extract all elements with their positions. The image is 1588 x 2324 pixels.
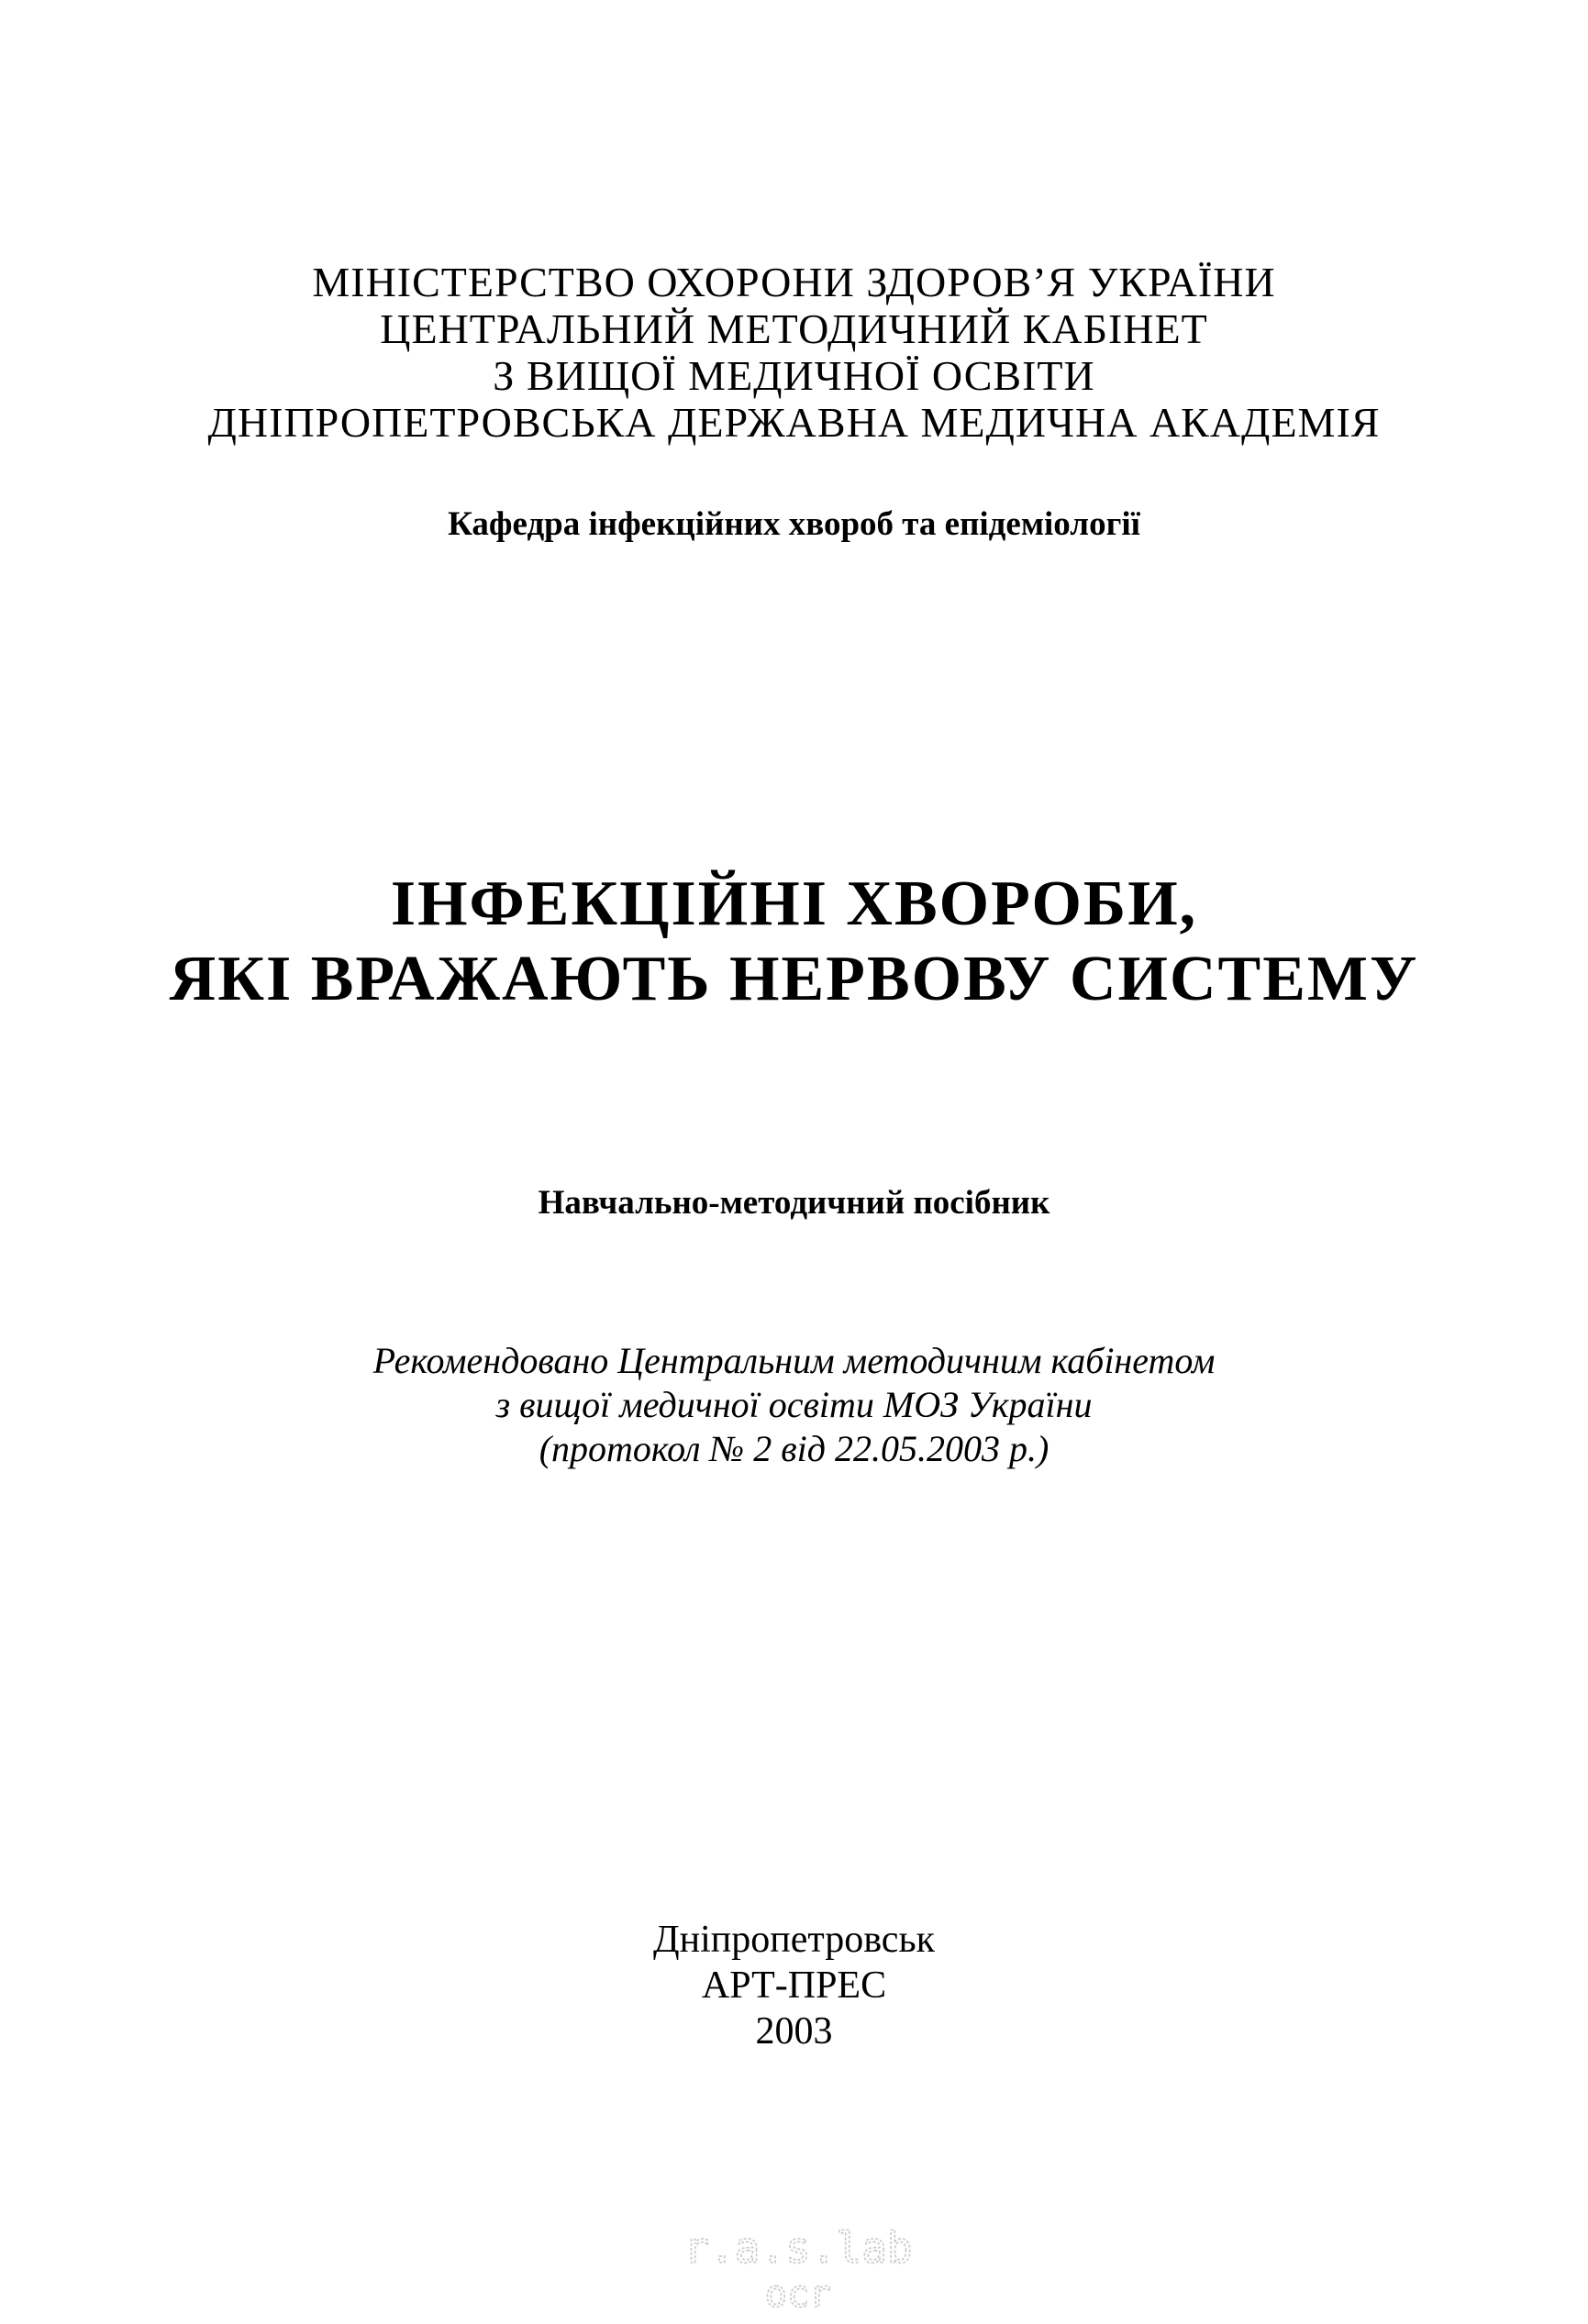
recommendation-note — [0, 1339, 1588, 1471]
book-title — [0, 867, 1588, 1017]
institutions-header — [0, 259, 1588, 446]
book-title-line-1: ІНФЕКЦІЙНІ ХВОРОБИ, — [390, 869, 1198, 939]
recommendation-line-3: (протокол № 2 від 22.05.2003 р.) — [539, 1428, 1049, 1469]
recommendation-line-2: з вищої медичної освіти МОЗ України — [495, 1384, 1093, 1425]
book-subtitle: Навчально-методичний посібник — [538, 1184, 1050, 1222]
higher-education-line: З ВИЩОЇ МЕДИЧНОЇ ОСВІТИ — [493, 352, 1095, 399]
recommendation-line-1: Рекомендовано Центральним методичним кабінетом — [372, 1340, 1216, 1381]
watermark-top-text: r.a.s.lab — [683, 2223, 913, 2273]
department-name: Кафедра інфекційних хвороб та епідеміології — [448, 505, 1140, 543]
imprint — [0, 1917, 1588, 2054]
imprint-year: 2003 — [755, 2010, 833, 2053]
imprint-publisher: АРТ-ПРЕС — [701, 1964, 887, 2007]
imprint-city: Дніпропетровськ — [652, 1919, 936, 1961]
watermark-bottom-text: ocr — [764, 2274, 832, 2316]
ministry-line: МІНІСТЕРСТВО ОХОРОНИ ЗДОРОВ’Я УКРАЇНИ — [312, 259, 1276, 305]
central-cabinet-line: ЦЕНТРАЛЬНИЙ МЕТОДИЧНИЙ КАБІНЕТ — [380, 305, 1208, 352]
book-title-line-2: ЯКІ ВРАЖАЮТЬ НЕРВОВУ СИСТЕМУ — [169, 944, 1419, 1014]
watermark-logo — [679, 2215, 917, 2316]
academy-line: ДНІПРОПЕТРОВСЬКА ДЕРЖАВНА МЕДИЧНА АКАДЕМІЯ — [207, 399, 1381, 446]
